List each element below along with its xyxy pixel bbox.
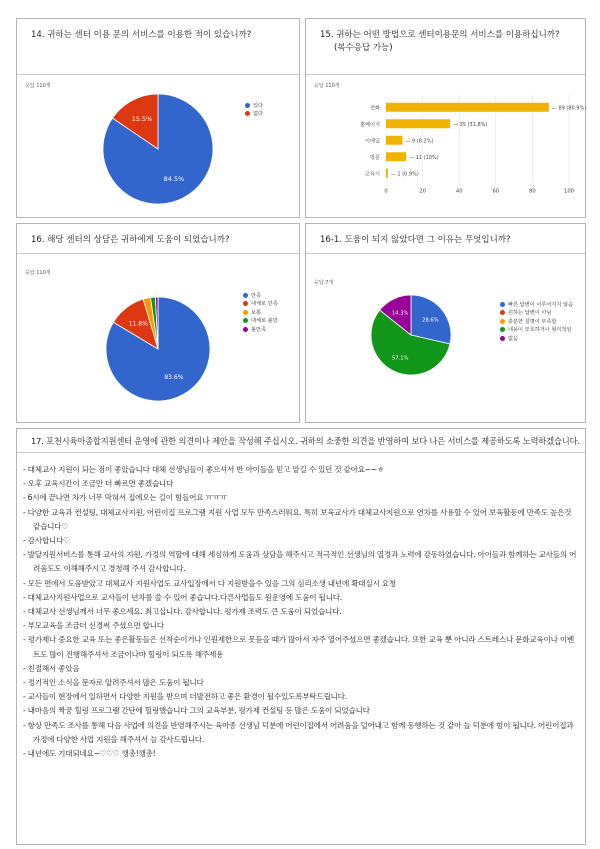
q14-legend-item-1: [245, 110, 263, 119]
list-item: - 대체교사지원사업으로 교사들이 년차를 쓸 수 있어 좋습니다.다른사업들도 원운영에 도움이 됩니다.: [23, 592, 342, 602]
q14-pie-chart: [17, 19, 301, 219]
q14-slice-label-1: 15.5%: [131, 114, 153, 123]
q15-tick-label-0: 0: [384, 188, 388, 195]
q17-title: 17. 포천시육아종합지원센터 운영에 관한 의견이나 제안을 작성해 주십시오. 귀하의 소중한 의견을 반영하여 보다 나은 서비스를 제공하도록 노력하겠습니다.: [31, 436, 580, 446]
q16-1-title: 16-1. 도움이 되지 않았다면 그 이유는 무엇입니까?: [320, 235, 511, 245]
q15-category-label-2: 이메일: [364, 138, 380, 145]
q15-title-line2: (복수응답 가능): [334, 43, 393, 53]
q16-1-legend-swatch-3: [500, 327, 505, 332]
list-item: - 대체교사 선생님께서 너무 좋으세요. 최고십니다. 감사합니다. 평가제 조력도 큰 도움이 되었습니다.: [23, 607, 342, 617]
q16-panel: [16, 223, 300, 423]
q14-response-count: 응답 110개: [25, 83, 51, 89]
q16-slice-label-1: 11.8%: [128, 320, 148, 328]
q15-value-label-2: — 9 (8.2%): [405, 138, 434, 145]
q15-tick-label-3: 60: [492, 188, 500, 195]
list-item: - 다양한 교육과 컨설팅, 대체교사지원, 어린이집 프로그램 지원 사업 모두 만족스러워요. 특히 보육교사가 대체교사지원으로 연차를 사용할 수 있어 보육활동에 만족도 높은것 같습니다♡: [23, 507, 572, 531]
q14-legend-swatch-1: [245, 111, 250, 116]
q16-1-legend-swatch-2: [500, 319, 505, 324]
q16-legend-swatch-0: [243, 293, 248, 298]
list-item: - 발달지원서비스를 통해 교사의 지원, 가정의 역할에 대해 세심하게 도움과 상담을 해주시고 적극적인 선생님의 열정과 노력에 감동하였습니다. 아이들과 함께하는 교사들의 어려움도도 이해해주시고 경청해 주셔 감사합니다.: [23, 550, 577, 574]
q16-response-count: 응답 110개: [25, 270, 51, 276]
q16-legend: [243, 291, 278, 334]
q16-1-legend-item-2: [500, 317, 573, 326]
list-item: - 모든 면에서 도움받았고 대체교사 지원사업도 교사입장에서 다 지원받을수 있음 그의 심리소생 내년에 확대실시 요청: [23, 578, 396, 588]
list-item: - 평가제나 중요한 교육 또는 좋은활동들은 선착순이거나 인원제한으로 못듣을 때가 많아서 자주 열어주셨으면 좋겠습니다. 또한 교육 뿐 아니라 스트레스나 문화교육이나 이벤트도 많이 진행해주셔서 조금이나마 힐링이 되도록 해주세용: [23, 635, 574, 659]
q16-1-legend-swatch-0: [500, 302, 505, 307]
q14-legend-label-1: 없다: [253, 111, 264, 118]
q14-legend: [245, 101, 263, 118]
q16-1-legend: [500, 300, 573, 343]
q15-bar-4: [386, 169, 388, 178]
list-item: - 정기적인 소식을 문자로 알려주셔서 많은 도움이 됩니다: [23, 678, 204, 688]
q15-category-label-3: 방문: [369, 154, 380, 161]
q16-legend-item-1: [243, 300, 278, 309]
list-item: - 항상 만족도 조사를 통해 다음 사업에 의견을 반영해주시는 육아종 선생님 덕분에 어린이집에서 어려움을 덜어내고 함께 동행하는 것 같아 늘 덕분에 힘이 됩니다. 어린이집과 가정에 다양한 사업 지원을 해주셔서 늘 감사드립니다.: [23, 720, 574, 744]
q16-1-legend-label-4: 없음: [508, 335, 519, 342]
q16-1-slice-label-4: 14.3%: [391, 310, 409, 317]
q15-tick-label-2: 40: [455, 188, 463, 195]
q17-comment-list: [23, 463, 579, 761]
q16-legend-label-0: 만족: [251, 292, 262, 299]
q16-1-legend-item-1: [500, 309, 573, 318]
q15-title-line1: 15. 귀하는 어떤 방법으로 센터이용문의 서비스를 이용하십니까?: [320, 30, 560, 40]
list-item: - 부모교육을 조금더 신경써 주셨으면 합니다: [23, 621, 164, 631]
q17-divider: [17, 452, 585, 453]
q15-bar-0: [386, 103, 549, 112]
q14-legend-item-0: [245, 101, 263, 110]
q16-legend-swatch-1: [243, 301, 248, 306]
q16-legend-item-0: [243, 291, 278, 300]
list-item: - 6시에 끝나면 차가 너무 막혀서 집에오는 길이 힘들어요 ㅠㅠㅠ: [23, 493, 227, 503]
q16-legend-swatch-2: [243, 310, 248, 315]
list-item: - 오후 교육시간이 조금만 더 빠르면 좋겠습니다: [23, 479, 174, 489]
q16-1-response-count: 응답 7개: [314, 280, 334, 286]
q15-category-label-4: 교육시: [364, 171, 380, 178]
q16-legend-item-2: [243, 308, 278, 317]
q16-1-legend-label-2: 충분한 설명이 부족함: [508, 318, 557, 325]
list-item: - 내마음의 짝꿍 힐링 프로그램 간단에 힐링했습니다 그의 교육부분, 평가제 컨설팅 등 많은 도움이 되었습니다: [23, 706, 370, 716]
q16-1-legend-item-4: [500, 334, 573, 343]
q16-legend-label-3: 대체로 불만: [251, 318, 278, 325]
q14-slice-label-0: 84.5%: [163, 175, 185, 184]
q16-legend-swatch-3: [243, 318, 248, 323]
list-item: - 교사들이 현장에서 일하면서 다양한 지원을 받으며 더발전하고 좋은 환경이 될수있도록부탁드립니다.: [23, 692, 347, 702]
q16-1-legend-swatch-1: [500, 310, 505, 315]
q15-bar-3: [386, 152, 406, 161]
q15-bar-chart: [306, 19, 587, 219]
q15-tick-label-5: 100: [564, 188, 574, 195]
q15-bar-1: [386, 119, 450, 128]
q16-1-legend-label-1: 원하는 답변이 아님: [508, 310, 552, 317]
q15-category-label-1: 홈페이지: [359, 121, 380, 128]
q16-1-legend-label-0: 빠른 답변이 이루어지지 않음: [508, 301, 574, 308]
q16-legend-label-4: 불만족: [251, 326, 267, 333]
q15-category-label-0: 전화: [369, 105, 380, 112]
q14-legend-label-0: 있다: [253, 102, 264, 109]
q16-title: 16. 해당 센터의 상담은 귀하에게 도움이 되었습니까?: [31, 235, 230, 245]
q16-legend-item-3: [243, 317, 278, 326]
q16-1-legend-swatch-4: [500, 336, 505, 341]
q16-1-slice-label-3: 57.1%: [391, 355, 409, 362]
q16-1-legend-label-3: 내용이 모호하거나 형식적임: [508, 327, 572, 334]
q14-legend-swatch-0: [245, 103, 250, 108]
q14-title: 14. 귀하는 센터 이용 문의 서비스를 이용한 적이 있습니까?: [31, 30, 252, 40]
q16-1-legend-item-3: [500, 326, 573, 335]
q16-legend-item-4: [243, 325, 278, 334]
q16-legend-swatch-4: [243, 327, 248, 332]
q15-value-label-0: — 89 (80.9%): [551, 105, 587, 112]
q16-legend-label-2: 보통: [251, 309, 262, 316]
q16-legend-label-1: 대체로 만족: [251, 301, 278, 308]
q16-1-panel: [305, 223, 586, 423]
q15-bar-2: [386, 136, 402, 145]
q16-slice-label-0: 83.6%: [164, 374, 184, 382]
q14-panel: [16, 18, 300, 218]
list-item: - 친절해서 좋았음: [23, 663, 80, 673]
q15-response-count: 응답 110개: [314, 83, 340, 89]
q15-tick-label-1: 20: [419, 188, 426, 195]
list-item: - 대체교사 지원이 되는 점이 좋았습니다 대체 선생님들이 좋으셔서 반 아이들을 믿고 맡길 수 있던 것 같아요~~ㅎ: [23, 465, 385, 474]
q16-1-legend-item-0: [500, 300, 573, 309]
q15-value-label-4: — 1 (0.9%): [390, 171, 419, 178]
q16-1-slice-label-0: 28.6%: [422, 317, 439, 324]
q15-tick-label-4: 80: [529, 188, 536, 195]
q15-panel: [305, 18, 586, 218]
list-item: - 내년에도 기대되네요~♡♡♡ 깽총!깽총!: [23, 749, 156, 759]
q17-panel: [16, 428, 586, 845]
q15-value-label-1: — 35 (31.8%): [453, 121, 488, 128]
list-item: - 감사합니다♡: [23, 536, 70, 546]
q15-value-label-3: — 11 (10%): [409, 154, 439, 161]
